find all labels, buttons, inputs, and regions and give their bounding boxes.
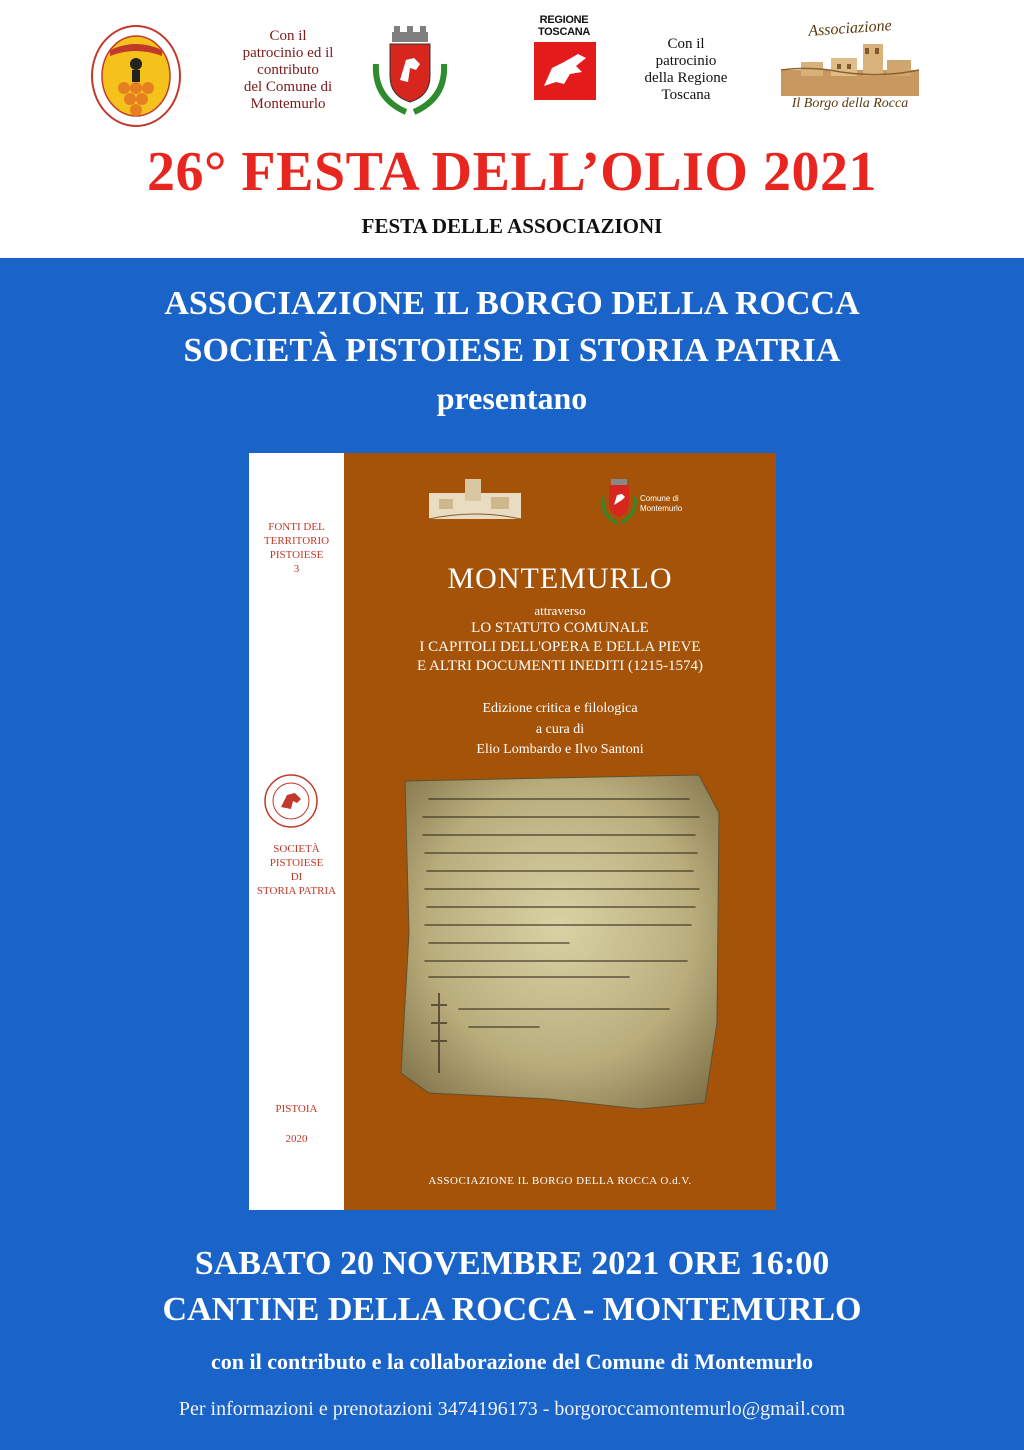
event-credits: con il contributo e la collaborazione del Comune di Montemurlo (211, 1349, 813, 1374)
publisher-line: STORIA PATRIA (256, 885, 337, 897)
book-subtitle-line: LO STATUTO COMUNALE (471, 620, 649, 636)
patronage-comune-line: contributo (257, 62, 319, 78)
patronage-regione-line: Toscana (661, 87, 711, 103)
cover-comune-crest-icon (599, 475, 639, 525)
series-label (249, 520, 344, 576)
publisher-line: DI (290, 871, 303, 883)
book-subtitle-line: I CAPITOLI DELL'OPERA E DELLA PIEVE (419, 639, 701, 655)
publisher-label (249, 842, 344, 898)
patronage-comune-line: Con il (269, 28, 307, 44)
societa-pistoiese-seal-icon (263, 773, 319, 829)
cover-comune-line: Comune di (640, 494, 679, 503)
event-contact-info: Per informazioni e prenotazioni 3474196173 - borgoroccamontemurlo@gmail.com (178, 1398, 846, 1420)
publisher-line: SOCIETÀ (273, 843, 320, 855)
comitato-festa-olio-logo (88, 20, 184, 130)
presenter-line-1: ASSOCIAZIONE IL BORGO DELLA ROCCA (164, 285, 860, 322)
series-line: TERRITORIO (263, 535, 330, 547)
manuscript-parchment-image (399, 773, 725, 1113)
header (0, 0, 1024, 258)
book-footer: ASSOCIAZIONE IL BORGO DELLA ROCCA O.d.V. (428, 1175, 692, 1187)
patronage-regione-text (628, 36, 744, 104)
festival-title: 26° FESTA DELL’OLIO 2021 (147, 141, 877, 203)
patronage-regione-line: della Regione (644, 70, 728, 86)
borgo-logo-text-top: Associazione (807, 17, 893, 40)
book-subtitle (344, 619, 776, 676)
montemurlo-crest-icon (370, 24, 450, 116)
year-label: 2020 (285, 1133, 308, 1145)
book-through: attraverso (534, 603, 586, 618)
book-title: MONTEMURLO (447, 562, 673, 595)
patronage-comune-text (232, 28, 344, 113)
village-illustration-icon (781, 40, 919, 96)
borgo-della-rocca-logo (775, 18, 925, 118)
patronage-comune-line: del Comune di (243, 79, 333, 95)
regione-toscana-logo-icon (534, 42, 596, 100)
book-subtitle-line: E ALTRI DOCUMENTI INEDITI (1215-1574) (416, 658, 704, 674)
book-cover (249, 453, 776, 1210)
event-venue: CANTINE DELLA ROCCA - MONTEMURLO (162, 1291, 862, 1328)
book-spine (249, 453, 344, 1210)
regione-label-line: TOSCANA (537, 26, 591, 38)
cover-comune-label (640, 494, 720, 514)
book-editors-label: a cura di (535, 722, 585, 737)
patronage-regione-line: Con il (667, 36, 705, 52)
cover-comune-line: Montemurlo (640, 504, 683, 513)
patronage-regione-line: patrocinio (655, 53, 717, 69)
festival-subtitle: FESTA DELLE ASSOCIAZIONI (361, 214, 663, 238)
regione-toscana-label (530, 14, 598, 38)
series-line: 3 (293, 563, 300, 575)
event-datetime: SABATO 20 NOVEMBRE 2021 ORE 16:00 (194, 1245, 830, 1282)
series-line: PISTOIESE (269, 549, 324, 561)
place-label: PISTOIA (275, 1103, 318, 1115)
publisher-line: PISTOIESE (269, 857, 324, 869)
cover-borgo-logo-icon (425, 473, 525, 531)
presenter-verb: presentano (436, 380, 588, 416)
regione-label-line: REGIONE (539, 14, 589, 26)
book-edition: Edizione critica e filologica (482, 701, 638, 716)
book-editors: Elio Lombardo e Ilvo Santoni (476, 742, 644, 757)
presenter-line-2: SOCIETÀ PISTOIESE DI STORIA PATRIA (183, 332, 841, 369)
patronage-comune-line: Montemurlo (250, 96, 326, 112)
patronage-comune-line: patrocinio ed il (242, 45, 334, 61)
borgo-logo-text-bottom: Il Borgo della Rocca (791, 96, 909, 111)
series-line: FONTI DEL (268, 521, 325, 533)
